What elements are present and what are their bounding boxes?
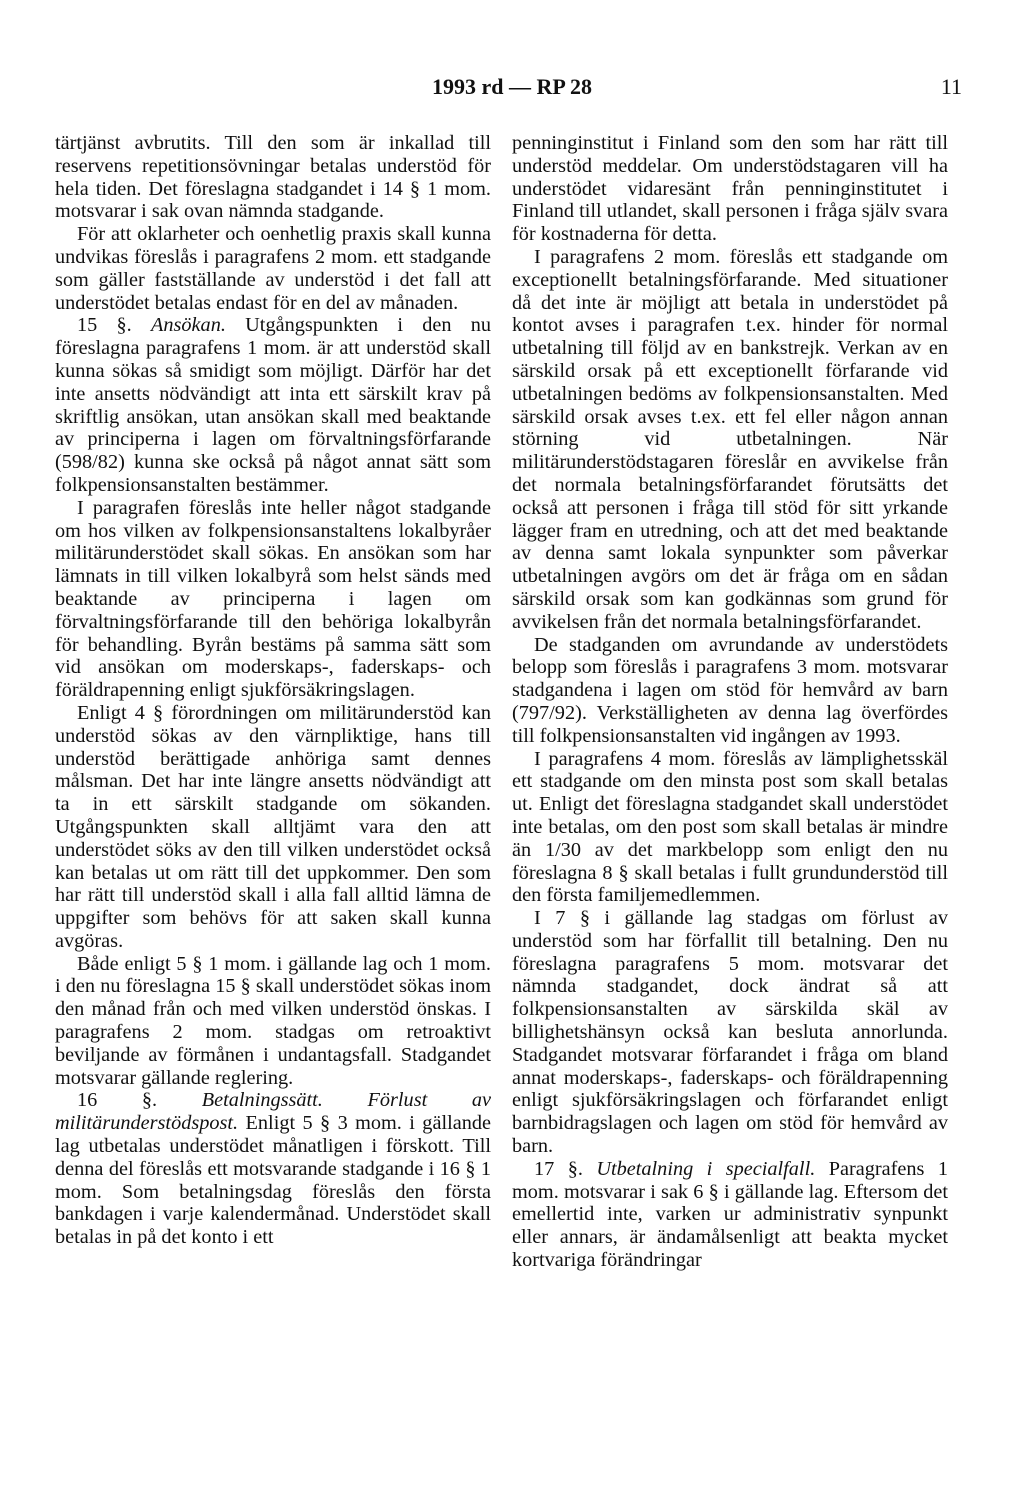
paragraph: Både enligt 5 § 1 mom. i gällande lag och 1 mom. i den nu föreslagna 15 § skall understödet sökas inom den månad från och med vilken understöd önskas. I paragrafens 2 mom. stadgas om retroaktivt beviljande av förmånen i undantagsfall. Stadgandet motsvarar gällande reglering. xyxy=(55,952,491,1089)
paragraph: penninginstitut i Finland som den som har rätt till understöd meddelar. Om understödstagaren vill ha understödet vidaresänt från penninginstitutet i Finland till utlandet, skall personen i fråga själv svara för kostnaderna för detta. xyxy=(512,132,948,246)
paragraph: I paragrafen föreslås inte heller något stadgande om hos vilken av folkpensionsanstaltens lokalbyråer militärunderstödet skall sökas. En ansökan som har lämnats in till vilken lokalbyrå som helst sänds med beaktande av principerna i lagen om förvaltningsförfarande till den behöriga lokalbyrån för behandling. Byrån bestäms på samma sätt som vid ansökan om moderskaps-, faderskaps- och föräldrapenning enligt sjukförsäkringslagen. xyxy=(55,496,491,702)
paragraph-section-17 xyxy=(512,1158,948,1272)
paragraph: Enligt 4 § förordningen om militärunderstöd kan understöd sökas av den värnpliktige, hans till understöd berättigade anhöriga samt dennes målsman. Det har inte längre ansetts nödvändigt att ta in ett särskilt stadgande om sökanden. Utgångspunkten skall alltjämt vara den att understödet söks av den till vilken understödet också kan betalas ut om rätt till det uppkommer. Den som har rätt till understöd skall i alla fall alltid lämna de uppgifter som behövs för att saken skall kunna avgöras. xyxy=(55,701,491,952)
page-title: 1993 rd — RP 28 xyxy=(431,74,593,99)
section-heading: Ansökan. xyxy=(150,314,226,337)
right-column xyxy=(512,132,948,1272)
paragraph: I paragrafens 2 mom. föreslås ett stadgande om exceptionellt betalningsförfarande. Med situationer då det inte är möjligt att betala in understödet på kontot avses i paragrafen t.ex. hinder för normal utbetalning till följd av en bankstrejk. Verkan av en särskild orsak på ett exceptionellt förfarande vid utbetalningen bedöms av folkpensionsanstalten. Med särskild orsak avses t.ex. ett fel eller någon annan störning vid utbetalningen. När militärunderstödstagaren föreslår en avvikelse från det normala betalningsförfarandet förutsätts det också att personen i fråga till stöd för sitt yrkande lägger fram en utredning, och att det med beaktande av denna samt lokala synpunkter som påverkar utbetalningen avgörs om det är fråga om en sådan särskild orsak som kan godkännas som grund för avvikelsen från det normala betalningsförfarandet. xyxy=(512,245,948,633)
section-text: Paragrafens 1 mom. motsvarar i sak 6 § i gällande lag. Eftersom det emellertid inte, varken ur administrativ synpunkt eller annars, är ändamålsenligt att beakta mycket kortvariga förändringar xyxy=(512,1157,948,1272)
section-number: 15 §. xyxy=(77,314,132,337)
paragraph: I paragrafens 4 mom. föreslås av lämplighetsskäl ett stadgande om den minsta post som skall betalas ut. Enligt det föreslagna stadgandet skall understödet inte betalas, om den post som skall betalas är mindre än 1/30 av det markbelopp som enligt den nu föreslagna 8 § skall betalas i fullt grundunderstöd till den första familjemedlemmen. xyxy=(512,747,948,907)
section-heading: Utbetalning i specialfall. xyxy=(596,1157,816,1180)
paragraph: I 7 § i gällande lag stadgas om förlust av understöd som har förfallit till betalning. Den nu föreslagna paragrafens 5 mom. motsvarar det nämnda stadgandet, dock ändrat så att folkpensionsanstalten av särskilda skäl av billighetshänsyn också kan besluta annorlunda. Stadgandet motsvarar förfarandet i fråga om bland annat moderskaps-, faderskaps- och föräldrapenning enligt sjukförsäkringslagen och förfarandet enligt barnbidragslagen och lagen om stöd för hemvård av barn. xyxy=(512,907,948,1158)
section-number: 17 §. xyxy=(534,1157,583,1180)
paragraph: För att oklarheter och oenhetlig praxis skall kunna undvikas föreslås i paragrafens 2 mom. ett stadgande som gäller fastställande av understöd i det fall att understödet betalas endast för en del av månaden. xyxy=(55,223,491,314)
paragraph: De stadganden om avrundande av understödets belopp som föreslås i paragrafens 3 mom. motsvarar stadgandena i lagen om stöd för hemvård av barn (797/92). Verkställigheten av denna lag överfördes till folkpensionsanstalten vid ingången av 1993. xyxy=(512,633,948,747)
page-header xyxy=(0,70,1024,104)
section-text: Utgångspunkten i den nu föreslagna paragrafens 1 mom. är att understöd skall kunna sökas så smidigt som möjligt. Därför har det inte ansetts nödvändigt att inta ett särskilt krav på skriftlig ansökan, utan ansökan skall med beaktande av principerna i lagen om förvaltningsförfarande (598/82) kunna ske också på något annat sätt som folkpensionsanstalten bestämmer. xyxy=(55,314,492,496)
paragraph-section-15 xyxy=(55,314,491,496)
page-number: 11 xyxy=(940,74,962,99)
paragraph: tärtjänst avbrutits. Till den som är inkallad till reservens repetitionsövningar betalas understöd för hela tiden. Det föreslagna stadgandet i 14 § 1 mom. motsvarar i sak ovan nämnda stadgande. xyxy=(55,132,491,223)
section-heading: Betalningssätt. Förlust av militärunderstödspost. xyxy=(55,1089,491,1135)
section-text: Enligt 5 § 3 mom. i gällande lag utbetalas understödet månatligen i förskott. Till denna del föreslås ett motsvarande stadgande i 16 § 1 mom. Som betalningsdag föreslås den första bankdagen i varje kalendermånad. Understödet skall betalas in på det konto i ett xyxy=(55,1112,491,1249)
left-column xyxy=(55,132,491,1249)
section-number: 16 §. xyxy=(77,1089,158,1112)
paragraph-section-16 xyxy=(55,1089,491,1249)
